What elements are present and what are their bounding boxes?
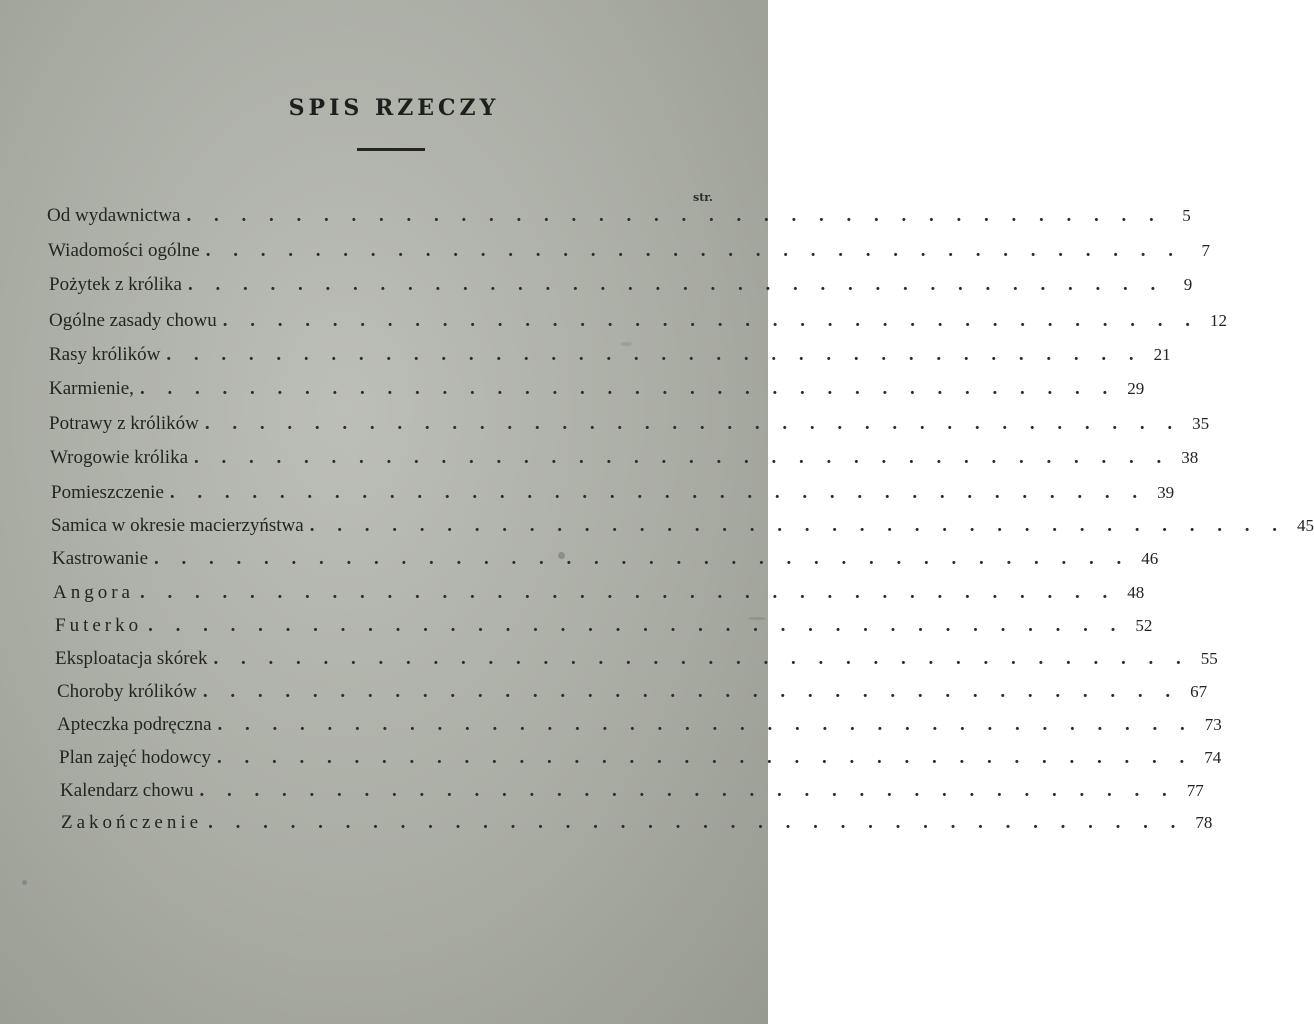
dot-leader: . . . . . . . . . . . . . . . . . . . . . . . . . . . . . . . . . . . .: [208, 812, 1185, 833]
toc-entry-label: Zakończenie: [61, 812, 203, 833]
toc-entry: [50, 447, 1199, 473]
toc-entry: [49, 310, 1228, 336]
dot-leader: . . . . . . . . . . . . . . . . . . . . . . . . . . . . . . . . . . . .: [139, 378, 1117, 399]
toc-entry: [61, 812, 1213, 838]
toc-entry-label: Plan zajęć hodowcy: [59, 747, 211, 768]
toc-entry-page: 38: [1181, 448, 1199, 467]
toc-entry-page: 46: [1141, 549, 1159, 568]
toc-entry-page: 67: [1190, 682, 1208, 701]
dot-leader: . . . . . . . . . . . . . . . . . . . . . . . . . . . . . . . . . . . .: [154, 548, 1131, 569]
toc-entry-label: Wrogowie królika: [50, 447, 189, 468]
toc-entry: [49, 378, 1145, 404]
toc-entry: [49, 344, 1171, 370]
toc-entry-page: 29: [1127, 379, 1145, 398]
toc-entry: [55, 648, 1218, 674]
toc-entry-label: Choroby królików: [57, 681, 197, 702]
toc-entry-page: 39: [1157, 483, 1175, 502]
toc-entry-label: Pomieszczenie: [51, 482, 164, 503]
toc-entry-label: Pożytek z królika: [49, 274, 182, 295]
dot-leader: . . . . . . . . . . . . . . . . . . . . . . . . . . . . . . . . . . . .: [199, 780, 1176, 801]
dot-leader: . . . . . . . . . . . . . . . . . . . . . . . . . . . . . . . . . . . .: [309, 515, 1286, 536]
dot-leader: . . . . . . . . . . . . . . . . . . . . . . . . . . . . . . . . . . . .: [213, 648, 1190, 669]
page-column-label: str.: [693, 191, 713, 204]
dot-leader: . . . . . . . . . . . . . . . . . . . . . . . . . . . . . . . . . . . .: [202, 681, 1180, 702]
dot-leader: . . . . . . . . . . . . . . . . . . . . . . . . . . . . . . . . . . . .: [166, 344, 1143, 365]
dot-leader: . . . . . . . . . . . . . . . . . . . . . . . . . . . . . . . . . . . .: [139, 582, 1117, 603]
toc-entry: [57, 714, 1222, 740]
toc-entry-label: Karmienie,: [49, 378, 134, 399]
dot-leader: . . . . . . . . . . . . . . . . . . . . . . . . . . . . . . . . . . . .: [216, 747, 1194, 768]
toc-entry-label: Potrawy z królików: [49, 413, 199, 434]
toc-entry: [53, 582, 1145, 608]
dot-leader: . . . . . . . . . . . . . . . . . . . . . . . . . . . . . . . . . . . .: [222, 310, 1200, 331]
dot-leader: . . . . . . . . . . . . . . . . . . . . . . . . . . . . . . . . . . . .: [169, 482, 1147, 503]
toc-entry-page: 73: [1204, 715, 1222, 734]
toc-entry-page: 9: [1183, 275, 1193, 294]
dot-leader: . . . . . . . . . . . . . . . . . . . . . . . . . . . . . . . . . . . .: [217, 714, 1194, 735]
toc-entry: [51, 482, 1175, 508]
toc-entry-page: 12: [1210, 311, 1228, 330]
toc-entry: [60, 780, 1204, 806]
dot-leader: . . . . . . . . . . . . . . . . . . . . . . . . . . . . . . . . . . . .: [186, 205, 1163, 226]
toc-entry-label: Samica w okresie macierzyństwa: [51, 515, 304, 536]
dot-leader: . . . . . . . . . . . . . . . . . . . . . . . . . . . . . . . . . . . .: [194, 447, 1171, 468]
toc-entry: [48, 240, 1210, 266]
toc-entry: [59, 747, 1222, 773]
toc-entry-page: 77: [1186, 781, 1204, 800]
toc-entry-page: 21: [1153, 345, 1171, 364]
page-title: SPIS RZECZY: [288, 95, 500, 121]
dot-leader: . . . . . . . . . . . . . . . . . . . . . . . . . . . . . . . . . . . .: [205, 240, 1182, 261]
toc-entry-page: 74: [1204, 748, 1222, 767]
toc-entry-label: Angora: [53, 582, 134, 603]
toc-entry-label: Rasy królików: [49, 344, 161, 365]
toc-entry-page: 5: [1182, 206, 1191, 225]
dot-leader: . . . . . . . . . . . . . . . . . . . . . . . . . . . . . . . . . . . .: [148, 615, 1125, 636]
toc-entry-page: 35: [1192, 414, 1210, 433]
toc-entry: [47, 205, 1191, 231]
dot-leader: . . . . . . . . . . . . . . . . . . . . . . . . . . . . . . . . . . . .: [204, 413, 1182, 434]
toc-entry-label: Kastrowanie: [52, 548, 149, 569]
toc-entry-page: 45: [1296, 516, 1314, 535]
toc-entry: [52, 548, 1159, 574]
toc-entry: [57, 681, 1208, 707]
toc-entry-label: Futerko: [55, 615, 143, 636]
toc-entry-page: 7: [1201, 241, 1210, 260]
toc-entry: [51, 515, 1314, 541]
toc-entry-page: 78: [1195, 813, 1213, 832]
toc-entry: [49, 274, 1193, 300]
toc-entry-page: 52: [1135, 616, 1153, 635]
toc-entry-label: Ogólne zasady chowu: [49, 310, 217, 331]
dot-leader: . . . . . . . . . . . . . . . . . . . . . . . . . . . . . . . . . . . .: [187, 274, 1165, 295]
toc-entry-label: Apteczka podręczna: [57, 714, 212, 735]
toc-entry: [55, 615, 1153, 641]
toc-entry-page: 55: [1200, 649, 1218, 668]
toc-entry-label: Eksploatacja skórek: [55, 648, 208, 669]
toc-entry: [49, 413, 1210, 439]
toc-entry-label: Wiadomości ogólne: [48, 240, 200, 261]
toc-entry-label: Kalendarz chowu: [60, 780, 194, 801]
toc-entry-label: Od wydawnictwa: [47, 205, 181, 226]
toc-entry-page: 48: [1127, 583, 1145, 602]
